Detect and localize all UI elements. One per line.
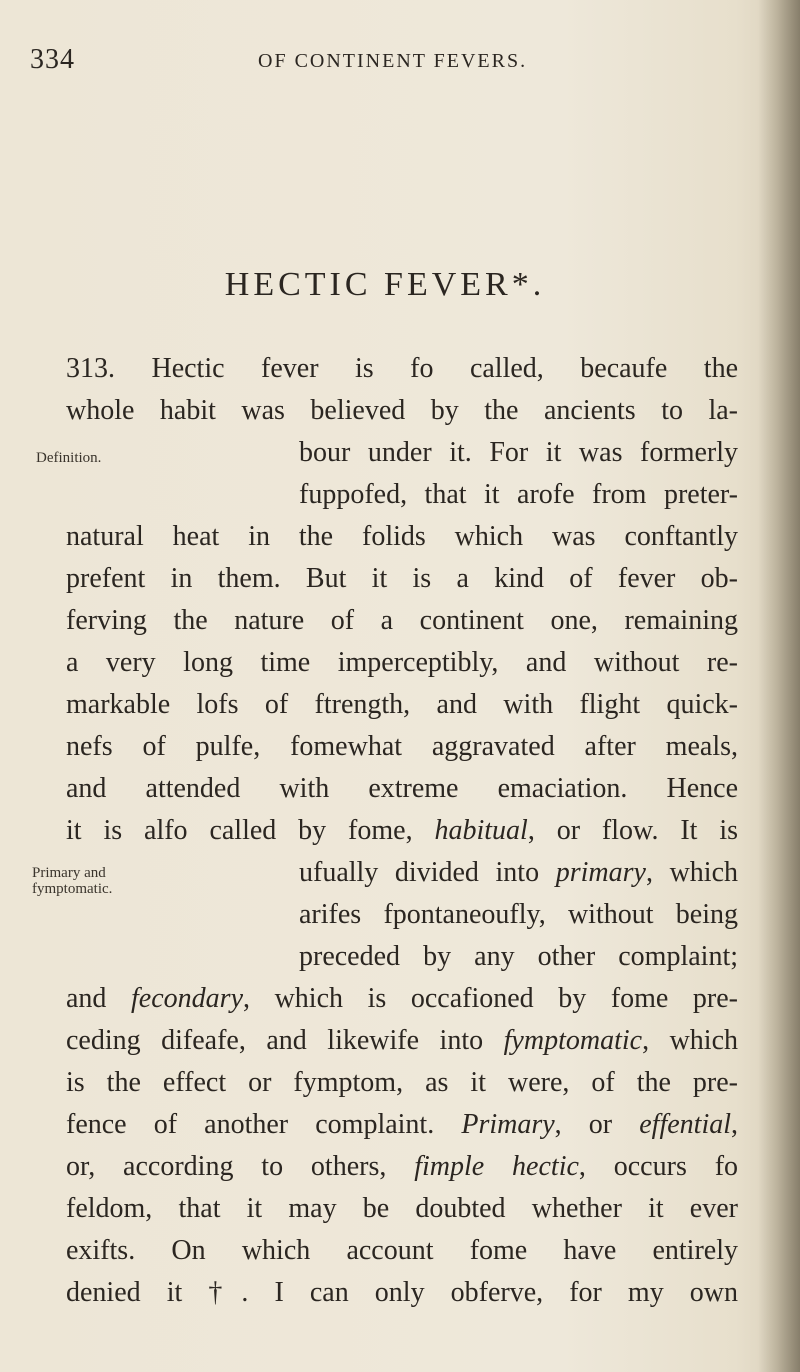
text-run: , [731, 1109, 739, 1140]
text-run: , which [645, 857, 738, 888]
text-line: arifes fpontaneoufly, without being [299, 899, 738, 930]
italic-term-secondary: fecondary [131, 983, 243, 1014]
text-run: , which [642, 1025, 739, 1056]
body-text [66, 348, 746, 1314]
text-line: prefent in them. But it is a kind of fever ob- [66, 563, 738, 594]
text-line: feldom, that it may be doubted whether it ever [66, 1193, 738, 1224]
text-line: whole habit was believed by the ancients to la- [66, 395, 738, 426]
running-head [30, 44, 730, 94]
margin-note-primary-line1: Primary and [32, 865, 106, 881]
text-run: and [66, 983, 107, 1014]
text-line [66, 810, 738, 852]
italic-term-primary-2: Primary [461, 1109, 555, 1140]
text-line: bour under it. For it was formerly [299, 437, 738, 468]
italic-term-simple-hectic: fimple hectic [414, 1151, 579, 1182]
text-run: , occurs fo [578, 1151, 739, 1182]
text-run: ceding difeafe, and likewife into [66, 1025, 484, 1056]
italic-term-habitual: habitual [434, 815, 528, 846]
section-heading: HECTIC FEVER*. [224, 266, 546, 303]
text-line [66, 1104, 738, 1146]
text-line: markable lofs of ftrength, and with flight quick- [66, 689, 738, 720]
text-run: or, according to others, [66, 1151, 387, 1182]
text-line: is the effect or fymptom, as it were, of the pre- [66, 1067, 738, 1098]
page-number: 334 [30, 44, 75, 75]
text-line [299, 852, 738, 894]
text-line: exifts. On which account fome have entirely [66, 1235, 738, 1266]
text-line: denied it †. I can only obferve, for my own [66, 1277, 738, 1308]
margin-note-primary-line2: fymptomatic. [32, 881, 113, 897]
text-line [66, 1020, 738, 1062]
margin-note-definition: Definition. [36, 450, 102, 466]
text-line [66, 1146, 738, 1188]
text-run: it is alfo called by fome, [66, 815, 413, 846]
text-line: ferving the nature of a continent one, remaining [66, 605, 738, 636]
page-edge-shadow [758, 0, 800, 1372]
text-line: and attended with extreme emaciation. Hence [66, 773, 738, 804]
text-run: , or [554, 1109, 613, 1140]
text-run: , which is occafioned by fome pre- [243, 983, 739, 1014]
italic-term-symptomatic: fymptomatic [503, 1025, 643, 1056]
text-line: natural heat in the folids which was conftantly [66, 521, 738, 552]
italic-term-essential: effential [639, 1109, 732, 1140]
text-line: preceded by any other complaint; [299, 941, 738, 972]
running-title: OF CONTINENT FEVERS. [258, 50, 528, 72]
text-line: nefs of pulfe, fomewhat aggravated after meals, [66, 731, 738, 762]
text-line [66, 978, 738, 1020]
text-line: fuppofed, that it arofe from preter- [299, 479, 738, 510]
text-run: fence of another complaint. [66, 1109, 435, 1140]
text-line: 313. Hectic fever is fo called, becaufe the [66, 353, 738, 384]
italic-term-primary: primary [555, 857, 646, 888]
text-run: , or flow. It is [527, 815, 738, 846]
text-run: ufually divided into [299, 857, 540, 888]
text-line: a very long time imperceptibly, and without re- [66, 647, 738, 678]
